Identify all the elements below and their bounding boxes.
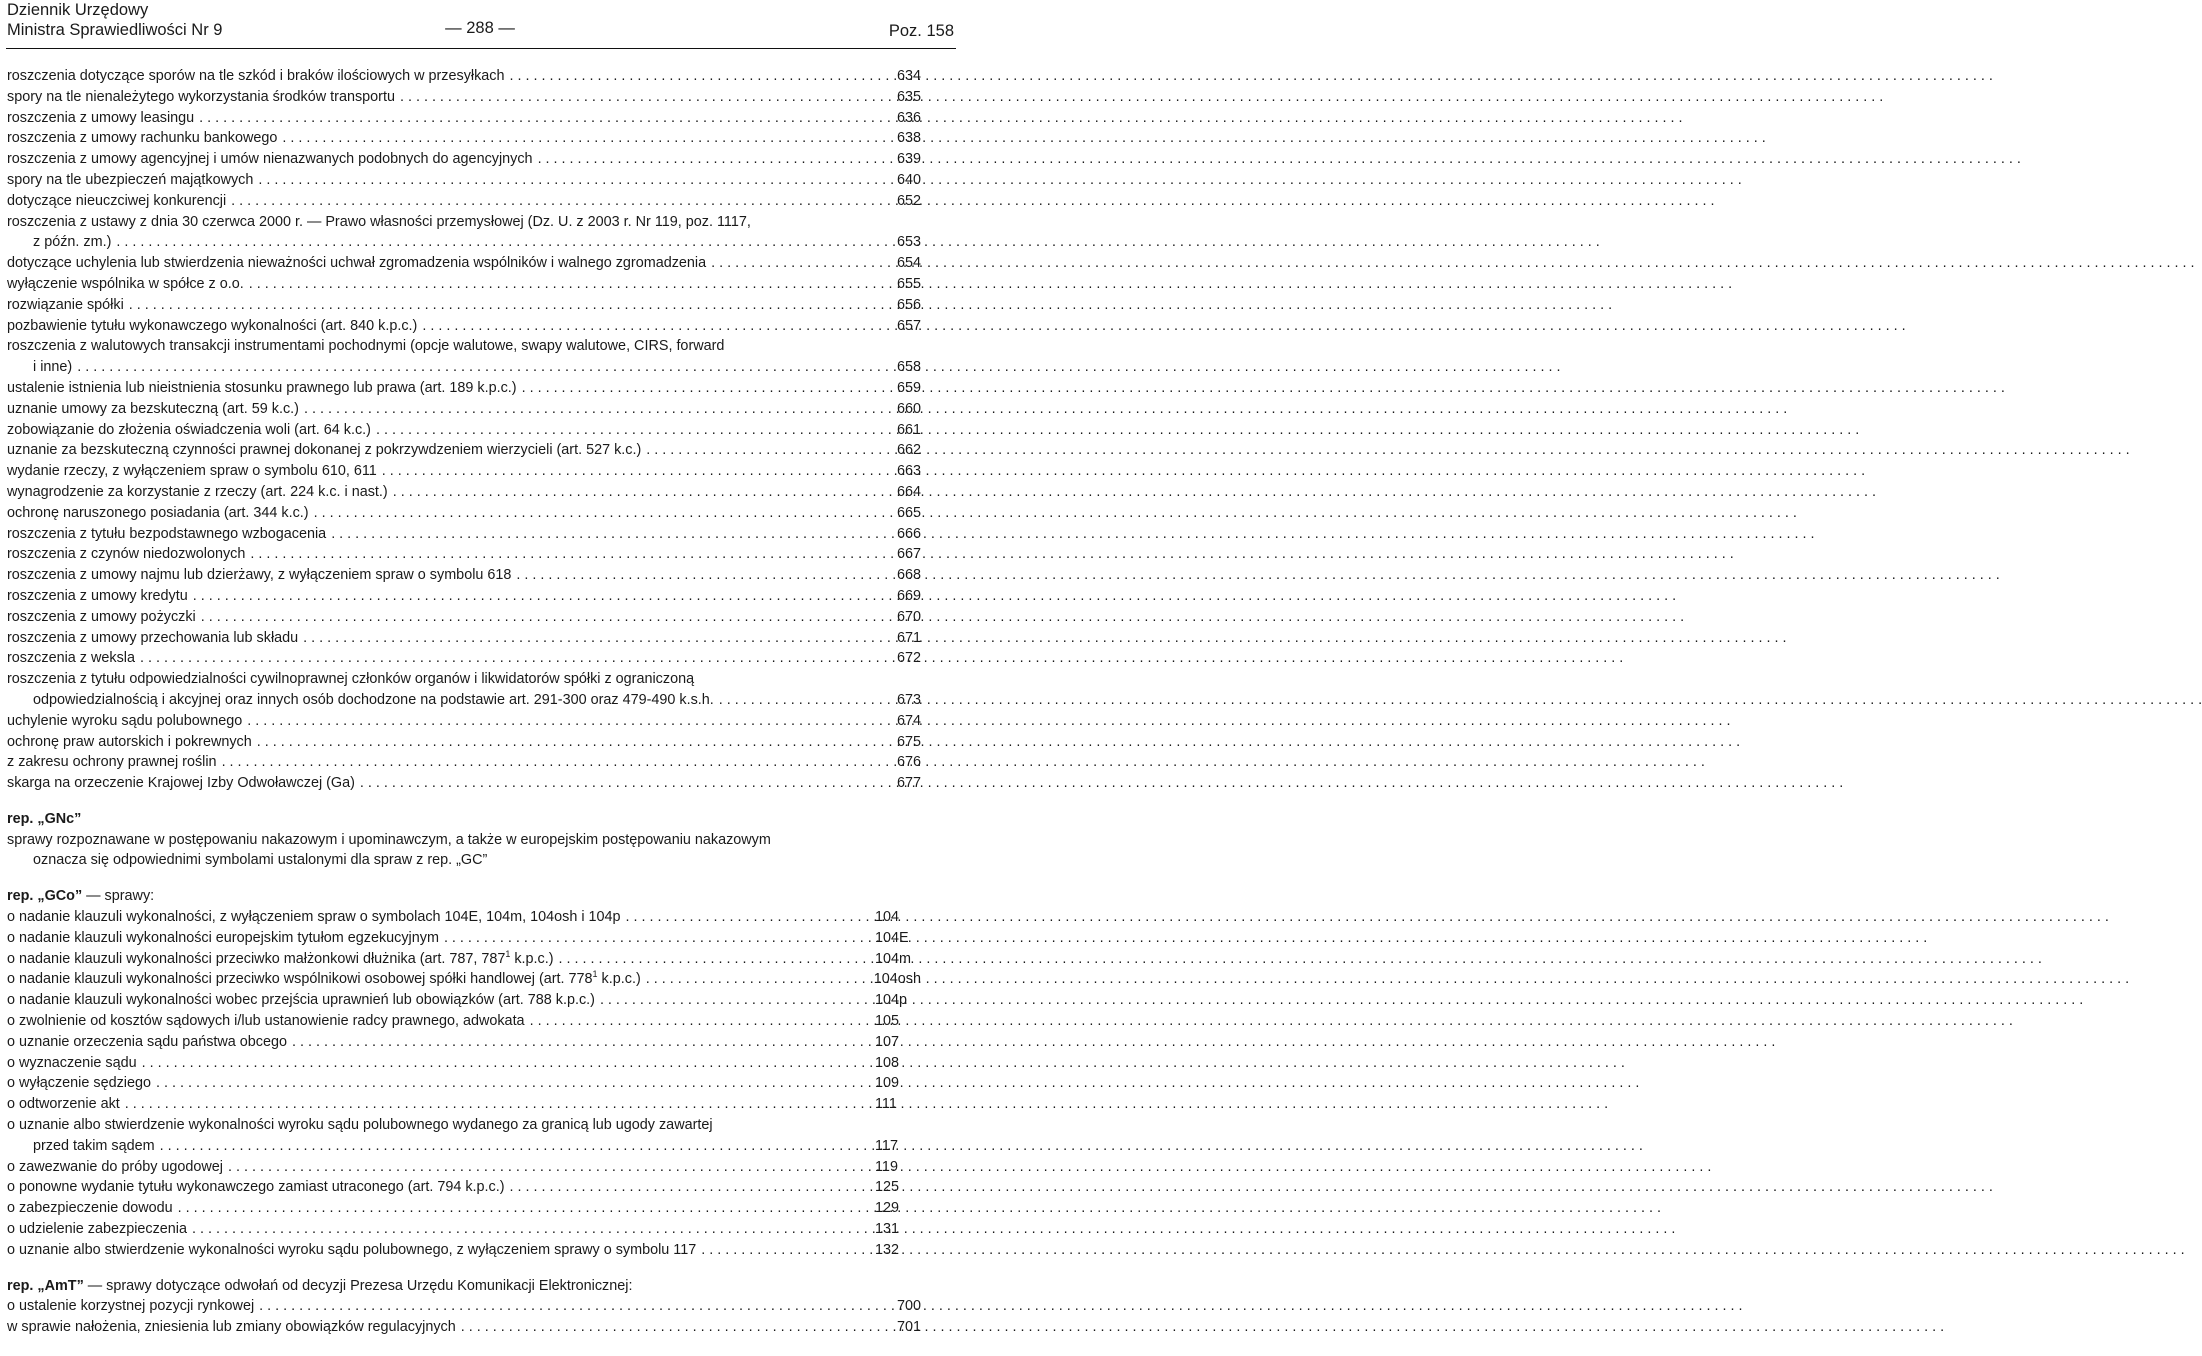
dot-leader [701,1240,872,1261]
dot-leader [719,690,894,711]
entry-symbol: 660 [896,400,921,417]
dot-leader [292,1032,872,1053]
entry-symbol: 132 [875,1241,900,1258]
entry-symbol: 104osh [873,971,921,988]
index-entry [7,907,921,928]
dot-leader [249,274,894,295]
section-label-suffix: — sprawy dotyczące odwołań od decyzji Prezesa Urzędu Komunikacji Elektronicznej: [87,1277,633,1294]
entry-symbol: 676 [896,754,921,771]
entry-text: wydanie rzeczy, z wyłączeniem spraw o symbolu 610, 611 [7,463,377,480]
index-entry [7,1053,921,1074]
dot-leader [646,440,894,461]
entry-text: roszczenia z umowy leasingu [7,109,195,126]
entry-text: o wyznaczenie sądu [7,1054,137,1071]
index-entry [7,1296,921,1317]
entry-list [7,711,921,794]
dot-leader [259,1296,894,1317]
entry-text: roszczenia z czynów niedozwolonych [7,546,246,563]
index-entry [7,1094,921,1115]
dot-leader [711,253,894,274]
entry-text: przed takim sądem [33,1137,155,1154]
entry-symbol: 654 [896,255,921,272]
entry-text: o wyłączenie sędziego [7,1075,151,1092]
entry-symbol: 664 [896,483,921,500]
entry-text: o nadanie klauzuli wykonalności, z wyłączeniem spraw o symbolach 104E, 104m, 104osh i 104p [7,909,621,926]
entry-text: o uznanie orzeczenia sądu państwa obcego [7,1033,288,1050]
entry-symbol: 659 [896,379,921,396]
index-entry [7,524,921,545]
entry-text: uznanie za bezskuteczną czynności prawnej dokonanej z pokrzywdzeniem wierzycieli (art. 527 k.c.) [7,442,642,459]
entry-text: o ustalenie korzystnej pozycji rynkowej [7,1298,255,1315]
entry-symbol: 125 [875,1179,900,1196]
entry-symbol: 117 [875,1137,898,1154]
entry-text: roszczenia z tytułu bezpodstawnego wzbogacenia [7,525,327,542]
section-heading [7,1276,921,1297]
index-entry [7,274,921,295]
index-entry [7,1198,921,1219]
dot-leader [538,149,894,170]
superscript: 1 [505,948,511,959]
entry-text: o zabezpieczenie dowodu [7,1200,173,1217]
entry-list [7,1157,921,1261]
index-entry [7,108,921,129]
dot-leader [250,544,894,565]
entry-text: odpowiedzialnością i akcyjnej oraz innych osób dochodzone na podstawie art. 291-300 oraz 479-490 k.s.h. [33,691,714,708]
entry-text: uznanie umowy za bezskuteczną (art. 59 k.c.) [7,400,299,417]
section-label-suffix: — sprawy: [86,888,155,905]
entry-symbol: 104m [875,950,911,967]
entry-text-line: roszczenia z tytułu odpowiedzialności cywilnoprawnej członków organów i likwidatorów spółki z ograniczoną [7,671,695,688]
entry-text: ustalenie istnienia lub nieistnienia stosunku prawnego lub prawa (art. 189 k.p.c.) [7,379,517,396]
entry-symbol: 700 [896,1298,921,1315]
entry-text-line: roszczenia z ustawy z dnia 30 czerwca 2000 r. — Prawo własności przemysłowej (Dz. U. z 2003 r. Nr 119, poz. 1117, [7,213,751,230]
entry-symbol: 131 [875,1221,900,1238]
index-entry [7,149,921,170]
entry-list [7,378,921,669]
dot-leader [626,907,872,928]
dot-leader [303,628,894,649]
index-entry [7,253,921,274]
index-entry [7,440,921,461]
entry-symbol: 639 [896,151,921,168]
index-entry [7,232,921,253]
entry-text: ochronę naruszonego posiadania (art. 344 k.c.) [7,504,309,521]
section-label: rep. „AmT” [7,1277,84,1294]
entry-symbol: 669 [896,587,921,604]
dot-leader [510,1177,872,1198]
header-divider [6,48,956,49]
dot-leader [156,1073,872,1094]
entry-text: roszczenia z umowy pożyczki [7,608,196,625]
dot-leader [600,990,872,1011]
index-entry [7,316,921,337]
index-entry [7,648,921,669]
index-entry [7,586,921,607]
entry-text: roszczenia z umowy kredytu [7,587,188,604]
entry-text: o zawezwanie do próby ugodowej [7,1158,224,1175]
entry-symbol: 672 [896,650,921,667]
entry-symbol: 634 [896,68,921,84]
entry-symbol: 658 [896,359,921,376]
entry-symbol: 665 [896,504,921,521]
index-entry [7,607,921,628]
dot-leader [257,732,894,753]
entry-symbol: 119 [875,1158,898,1175]
index-entry [7,399,921,420]
section-gap [7,1261,921,1276]
entry-text: roszczenia dotyczące sporów na tle szkód i braków ilościowych w przesyłkach [7,68,505,84]
index-entry [7,503,921,524]
dot-leader [516,565,894,586]
entry-symbol: 104E [875,929,909,946]
entry-text: wynagrodzenie za korzystanie z rzeczy (art. 224 k.c. i nast.) [7,483,388,500]
entry-text: o nadanie klauzuli wykonalności wobec przejścia uprawnień lub obowiązków (art. 788 k.p.c.) [7,992,595,1009]
entry-text: ochronę praw autorskich i pokrewnych [7,733,252,750]
index-entry [7,949,921,970]
dot-leader [400,87,894,108]
index-entry [7,732,921,753]
index-entry [7,565,921,586]
dot-leader [160,1136,872,1157]
index-entry [7,990,921,1011]
entry-symbol: 108 [875,1054,900,1071]
entry-text: z zakresu ochrony prawnej roślin [7,754,217,771]
section-gap [7,871,921,886]
dot-leader [444,928,872,949]
entry-text: o nadanie klauzuli wykonalności przeciwko wspólnikowi osobowej spółki handlowej (art. $778^1$ k.p.c.) [7,969,641,988]
superscript: 1 [592,969,598,980]
entry-text: zobowiązanie do złożenia oświadczenia woli (art. 64 k.c.) [7,421,371,438]
dot-leader [258,170,894,191]
entry-text: dotyczące uchylenia lub stwierdzenia nieważności uchwał zgromadzenia wspólników i walnego zgromadzenia [7,255,707,272]
dot-leader [228,1157,872,1178]
entry-symbol: 663 [896,463,921,480]
index-entry [7,928,921,949]
dot-leader [231,191,894,212]
entry-text: spory na tle ubezpieczeń majątkowych [7,171,254,188]
dot-leader [142,1053,872,1074]
journal-issue: Ministra Sprawiedliwości Nr 9 [7,21,223,39]
dot-leader [178,1198,872,1219]
dot-leader [129,295,894,316]
entry-text: spory na tle nienależytego wykorzystania środków transportu [7,88,395,105]
journal-title: Dziennik Urzędowy [7,1,149,19]
section-heading [7,809,921,830]
entry-symbol: 661 [896,421,921,438]
position-number: Poz. 158 [888,22,954,40]
entry-text: z późn. zm.) [33,234,112,251]
dot-leader [422,316,894,337]
entry-symbol: 655 [896,275,921,292]
entry-text: i inne) [33,359,73,376]
dot-leader [282,128,894,149]
document-page [0,0,960,1356]
dot-leader [393,482,894,503]
entry-symbol: 656 [896,296,921,313]
page-number: — 288 — [445,19,515,37]
index-content [7,66,921,1338]
entry-symbol: 657 [896,317,921,334]
index-entry [7,773,921,794]
index-entry [7,378,921,399]
entry-text: roszczenia z umowy agencyjnej i umów nienazwanych podobnych do agencyjnych [7,151,533,168]
index-entry [7,628,921,649]
index-entry [7,420,921,441]
index-entry [7,87,921,108]
dot-leader [304,399,894,420]
index-entry [7,461,921,482]
entry-symbol: 111 [875,1096,897,1113]
entry-symbol: 109 [875,1075,900,1092]
section-label: rep. „GCo” [7,888,83,905]
dot-leader [140,648,894,669]
dot-leader [247,711,894,732]
dot-leader [314,503,894,524]
entry-symbol: 666 [896,525,921,542]
entry-symbol: 636 [896,109,921,126]
index-entry [7,191,921,212]
index-entry [7,1219,921,1240]
index-entry [7,544,921,565]
entry-symbol: 674 [896,712,921,729]
section-heading [7,886,921,907]
index-entry [7,295,921,316]
entry-symbol: 640 [896,171,921,188]
entry-symbol: 107 [875,1033,900,1050]
dot-leader [193,586,894,607]
dot-leader [331,524,894,545]
dot-leader [125,1094,872,1115]
entry-symbol: 670 [896,608,921,625]
entry-text: rozwiązanie spółki [7,296,124,313]
entry-text: o uznanie albo stwierdzenie wykonalności wyroku sądu polubownego, z wyłączeniem sprawy o symbolu 117 [7,1241,697,1258]
dot-leader [461,1317,894,1338]
index-entry [7,1177,921,1198]
index-entry [7,170,921,191]
index-entry [7,711,921,732]
index-entry [7,969,921,990]
entry-text-line: roszczenia z walutowych transakcji instrumentami pochodnymi (opcje walutowe, swapy walutowe, CIRS, forward [7,338,725,355]
dot-leader [376,420,894,441]
entry-text: roszczenia z umowy rachunku bankowego [7,130,278,147]
entry-symbol: 675 [896,733,921,750]
entry-symbol: 668 [896,567,921,584]
dot-leader [382,461,894,482]
dot-leader [116,232,894,253]
dot-leader [199,108,894,129]
dot-leader [559,949,872,970]
entry-text: roszczenia z umowy najmu lub dzierżawy, z wyłączeniem spraw o symbolu 618 [7,567,512,584]
entry-symbol: 701 [896,1319,921,1336]
entry-symbol: 104p [875,992,908,1009]
dot-leader [192,1219,872,1240]
dot-leader [222,752,894,773]
page-header [0,0,960,44]
entry-list [7,907,921,1115]
entry-text: skarga na orzeczenie Krajowej Izby Odwoławczej (Ga) [7,775,355,792]
dot-leader [77,357,894,378]
entry-symbol: 671 [896,629,921,646]
entry-list [7,66,921,212]
entry-text-line: o uznanie albo stwierdzenie wykonalności wyroku sądu polubownego wydanego za granicą lub ugody zawartej [7,1117,713,1134]
entry-text: o odtworzenie akt [7,1096,120,1113]
entry-symbol: 104 [875,909,900,926]
dot-leader [530,1011,872,1032]
index-entry [7,690,921,711]
index-entry [7,1157,921,1178]
entry-symbol: 673 [896,691,921,708]
entry-symbol: 667 [896,546,921,563]
index-entry [7,1073,921,1094]
entry-text: pozbawienie tytułu wykonawczego wykonalności (art. 840 k.p.c.) [7,317,418,334]
index-entry [7,752,921,773]
index-entry [7,1136,921,1157]
entry-symbol: 652 [896,192,921,209]
dot-leader [646,969,871,990]
entry-text: o ponowne wydanie tytułu wykonawczego zamiast utraconego (art. 794 k.p.c.) [7,1179,505,1196]
section-description: oznacza się odpowiednimi symbolami ustalonymi dla spraw z rep. „GC” [33,852,488,869]
entry-symbol: 662 [896,442,921,459]
entry-text: uchylenie wyroku sądu polubownego [7,712,243,729]
index-entry [7,1032,921,1053]
index-entry [7,1317,921,1338]
dot-leader [509,66,894,87]
index-entry [7,1011,921,1032]
dot-leader [360,773,894,794]
entry-symbol: 653 [896,234,921,251]
entry-text: o nadanie klauzuli wykonalności przeciwko małżonkowi dłużnika (art. 787, $787^1$ k.p.c.) [7,948,554,967]
entry-symbol: 638 [896,130,921,147]
entry-text: o udzielenie zabezpieczenia [7,1221,188,1238]
dot-leader [201,607,894,628]
index-entry [7,1240,921,1261]
entry-list [7,1296,921,1338]
section-gap [7,794,921,809]
entry-text: o zwolnienie od kosztów sądowych i/lub ustanowienie radcy prawnego, adwokata [7,1013,525,1030]
index-entry [7,128,921,149]
index-entry [7,66,921,87]
entry-symbol: 677 [896,775,921,792]
entry-list [7,253,921,336]
dot-leader [522,378,894,399]
entry-symbol: 129 [875,1200,900,1217]
section-description: sprawy rozpoznawane w postępowaniu nakazowym i upominawczym, a także w europejskim postępowaniu nakazowym [7,831,771,848]
index-entry [7,357,921,378]
section-label: rep. „GNc” [7,810,82,827]
entry-text: o nadanie klauzuli wykonalności europejskim tytułom egzekucyjnym [7,929,439,946]
entry-symbol: 105 [875,1013,900,1030]
entry-text: w sprawie nałożenia, zniesienia lub zmiany obowiązków regulacyjnych [7,1319,456,1336]
entry-text: dotyczące nieuczciwej konkurencji [7,192,227,209]
entry-symbol: 635 [896,88,921,105]
index-entry [7,482,921,503]
entry-text: roszczenia z umowy przechowania lub składu [7,629,299,646]
entry-text: roszczenia z weksla [7,650,135,667]
entry-text: wyłączenie wspólnika w spółce z o.o. [7,275,244,292]
